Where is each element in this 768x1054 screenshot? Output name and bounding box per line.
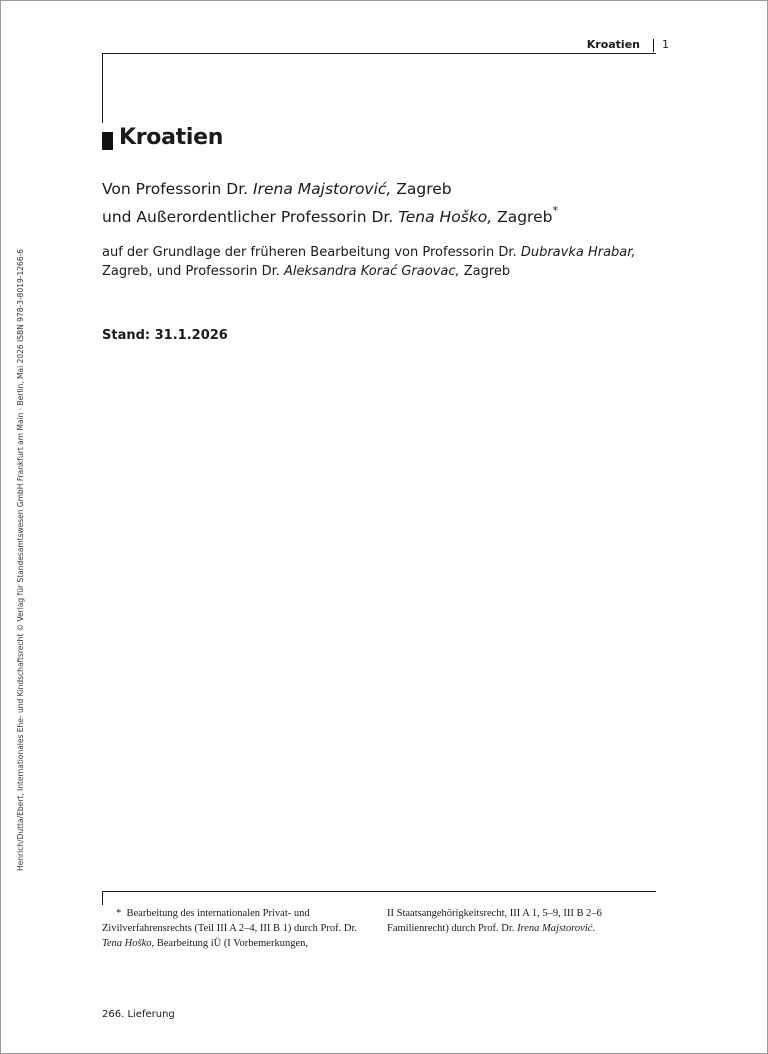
author-name-1: Irena Majstorović, bbox=[253, 180, 392, 198]
author-line-1: Von Professorin Dr. Irena Majstorović, Zagreb bbox=[102, 180, 452, 198]
running-header-separator bbox=[653, 39, 654, 52]
previous-author-1: Dubravka Hrabar, bbox=[520, 245, 636, 260]
chapter-marker-block bbox=[102, 132, 113, 150]
footnote-rule-horizontal bbox=[102, 891, 656, 892]
footnote-right-column: II Staatsangehörigkeitsrecht, III A 1, 5–9, III B 2–6 Familienrecht) durch Prof. Dr. Irena Majstorović. bbox=[387, 908, 602, 934]
page-number: 1 bbox=[662, 38, 669, 51]
author-line-2: und Außerordentlicher Professorin Dr. Tena Hoško, Zagreb* bbox=[102, 204, 558, 227]
footnote-rule-vertical bbox=[102, 891, 103, 905]
status-date: Stand: 31.1.2026 bbox=[102, 328, 228, 343]
previous-author-2: Aleksandra Korać Graovac, bbox=[284, 264, 460, 279]
delivery-number: 266. Lieferung bbox=[102, 1009, 175, 1020]
chapter-title: Kroatien bbox=[119, 125, 224, 150]
header-rule-vertical bbox=[102, 53, 103, 123]
footnote-marker: * bbox=[116, 908, 122, 919]
running-header-title: Kroatien bbox=[586, 38, 640, 51]
footnote-left-column: * Bearbeitung des internationalen Privat- und Zivilverfahrensrechts (Teil III A 2–4, III B 1) durch Prof. Dr. Tena Hoško, Bearbeitung iÜ (I Vorbemerkungen, bbox=[102, 908, 357, 949]
author-name-2: Tena Hoško, bbox=[398, 208, 493, 227]
header-rule-horizontal bbox=[102, 53, 656, 54]
previous-edition-note: auf der Grundlage der früheren Bearbeitung von Professorin Dr. Dubravka Hrabar, Zagreb, und Professorin Dr. Aleksandra Korać Graovac, Zagreb bbox=[102, 245, 636, 279]
author-lines bbox=[102, 177, 662, 229]
footnote-reference-marker: * bbox=[552, 204, 558, 217]
publisher-imprint: Henrich/Dutta/Ebert, Internationales Ehe- und Kindschaftsrecht © Verlag für Standesamtswesen GmbH Frankfurt am Main · Berlin, Mai 2026 ISBN 978-3-8019-1266-6 bbox=[16, 248, 25, 871]
